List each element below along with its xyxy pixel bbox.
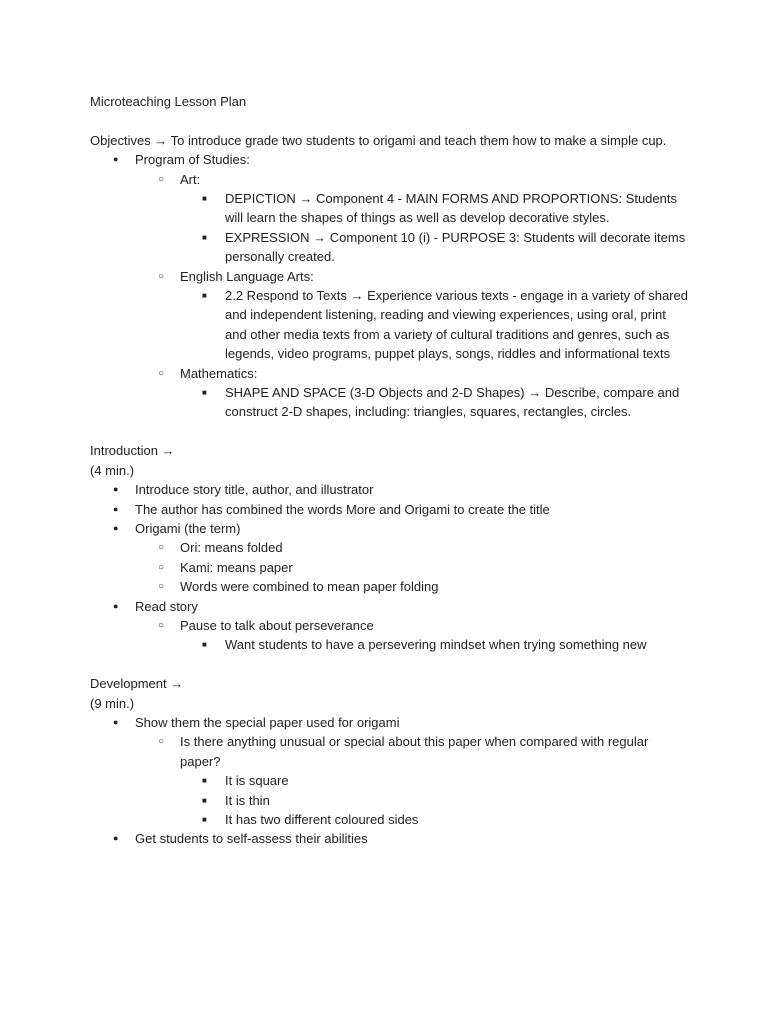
- list-item-text: Mathematics:: [180, 365, 258, 381]
- sub-list: [135, 538, 690, 596]
- bullet-circle-icon: ○: [158, 542, 165, 554]
- development-list: [90, 713, 690, 849]
- bullet-disc-icon: ●: [113, 522, 119, 533]
- bullet-circle-icon: ○: [158, 736, 165, 748]
- bullet-square-icon: ■: [202, 388, 207, 398]
- bullet-square-icon: ■: [202, 194, 207, 204]
- sub-list: [180, 635, 690, 654]
- list-item: [180, 810, 690, 829]
- list-item-text: English Language Arts:: [180, 268, 314, 284]
- list-item: [180, 635, 690, 654]
- list-item: [135, 732, 690, 829]
- bullet-circle-icon: ○: [158, 270, 165, 282]
- sub-list: [135, 616, 690, 655]
- development-section: [90, 674, 690, 849]
- document-title: Microteaching Lesson Plan: [90, 94, 247, 109]
- list-item-text: EXPRESSION → Component 10 (i) - PURPOSE 3: Students will decorate items personally created.: [225, 229, 686, 265]
- list-item-text: Show them the special paper used for origami: [135, 714, 400, 730]
- list-item-text: Program of Studies:: [135, 152, 250, 168]
- bullet-circle-icon: ○: [158, 367, 165, 379]
- list-item: [135, 364, 690, 422]
- list-item: [180, 286, 690, 364]
- introduction-list: [90, 480, 690, 655]
- list-item: [90, 480, 690, 499]
- development-heading: Development →: [90, 676, 184, 692]
- bullet-circle-icon: ○: [158, 561, 165, 573]
- bullet-disc-icon: ●: [113, 503, 119, 514]
- list-item: [135, 267, 690, 364]
- objectives-text: Objectives → To introduce grade two students to origami and teach them how to make a simple cup.: [90, 132, 667, 148]
- list-item: [90, 713, 690, 829]
- bullet-disc-icon: ●: [113, 716, 119, 727]
- list-item: [180, 189, 690, 228]
- list-item: [90, 597, 690, 655]
- introduction-time: (4 min.): [90, 462, 135, 478]
- bullet-disc-icon: ●: [113, 484, 119, 495]
- sub-list: [180, 771, 690, 829]
- list-item: [135, 170, 690, 267]
- list-item-text: Is there anything unusual or special about this paper when compared with regular paper?: [180, 734, 649, 769]
- list-item: [135, 616, 690, 655]
- list-item-text: Introduce story title, author, and illustrator: [135, 482, 374, 498]
- sub-list: [180, 383, 690, 422]
- list-item-text: Read story: [135, 598, 198, 614]
- bullet-square-icon: ■: [202, 232, 207, 242]
- list-item: [180, 771, 690, 790]
- development-time: (9 min.): [90, 695, 135, 711]
- list-item-text: Get students to self-assess their abilities: [135, 831, 368, 847]
- bullet-circle-icon: ○: [158, 619, 165, 631]
- document-body: [90, 92, 690, 849]
- list-item-text: 2.2 Respond to Texts → Experience various texts - engage in a variety of shared and independent listening, reading and viewing experiences, using oral, print and other media texts from a variety of cultural traditions and genres, such as legends, video programs, puppet plays, songs, riddles and informational texts: [225, 288, 688, 362]
- list-item: [90, 500, 690, 519]
- sub-list: [135, 732, 690, 829]
- list-item-text: It has two different coloured sides: [225, 811, 419, 827]
- list-item-text: Origami (the term): [135, 520, 241, 536]
- sub-list: [180, 286, 690, 364]
- objectives-section: [90, 131, 690, 422]
- list-item-text: Ori: means folded: [180, 540, 283, 556]
- bullet-square-icon: ■: [202, 814, 207, 824]
- list-item-text: It is thin: [225, 792, 270, 808]
- bullet-square-icon: ■: [202, 795, 207, 805]
- bullet-square-icon: ■: [202, 291, 207, 301]
- list-item: [90, 150, 690, 422]
- list-item: [90, 519, 690, 597]
- introduction-heading: Introduction →: [90, 443, 175, 459]
- list-item: [135, 577, 690, 596]
- list-item: [180, 228, 690, 267]
- list-item: [180, 383, 690, 422]
- bullet-circle-icon: ○: [158, 581, 165, 593]
- list-item: [135, 558, 690, 577]
- bullet-disc-icon: ●: [113, 154, 119, 165]
- list-item-text: Words were combined to mean paper folding: [180, 579, 439, 595]
- bullet-disc-icon: ●: [113, 833, 119, 844]
- bullet-disc-icon: ●: [113, 600, 119, 611]
- list-item-text: Want students to have a persevering mindset when trying something new: [225, 637, 647, 653]
- list-item-text: The author has combined the words More and Origami to create the title: [135, 501, 550, 517]
- list-item-text: Art:: [180, 171, 201, 187]
- sub-list: [180, 189, 690, 267]
- bullet-square-icon: ■: [202, 640, 207, 650]
- bullet-circle-icon: ○: [158, 173, 165, 185]
- list-item: [90, 829, 690, 848]
- introduction-section: [90, 441, 690, 654]
- bullet-square-icon: ■: [202, 776, 207, 786]
- list-item: [135, 538, 690, 557]
- list-item: [180, 791, 690, 810]
- sub-list: [135, 170, 690, 422]
- objectives-list: [90, 150, 690, 422]
- list-item-text: Kami: means paper: [180, 559, 293, 575]
- list-item-text: DEPICTION → Component 4 - MAIN FORMS AND PROPORTIONS: Students will learn the shapes of things as well as develop decorative styles.: [225, 191, 677, 226]
- list-item-text: It is square: [225, 773, 289, 789]
- list-item-text: Pause to talk about perseverance: [180, 617, 374, 633]
- list-item-text: SHAPE AND SPACE (3-D Objects and 2-D Shapes) → Describe, compare and construct 2-D shapes, including: triangles, squares, rectangles, circles.: [225, 385, 680, 420]
